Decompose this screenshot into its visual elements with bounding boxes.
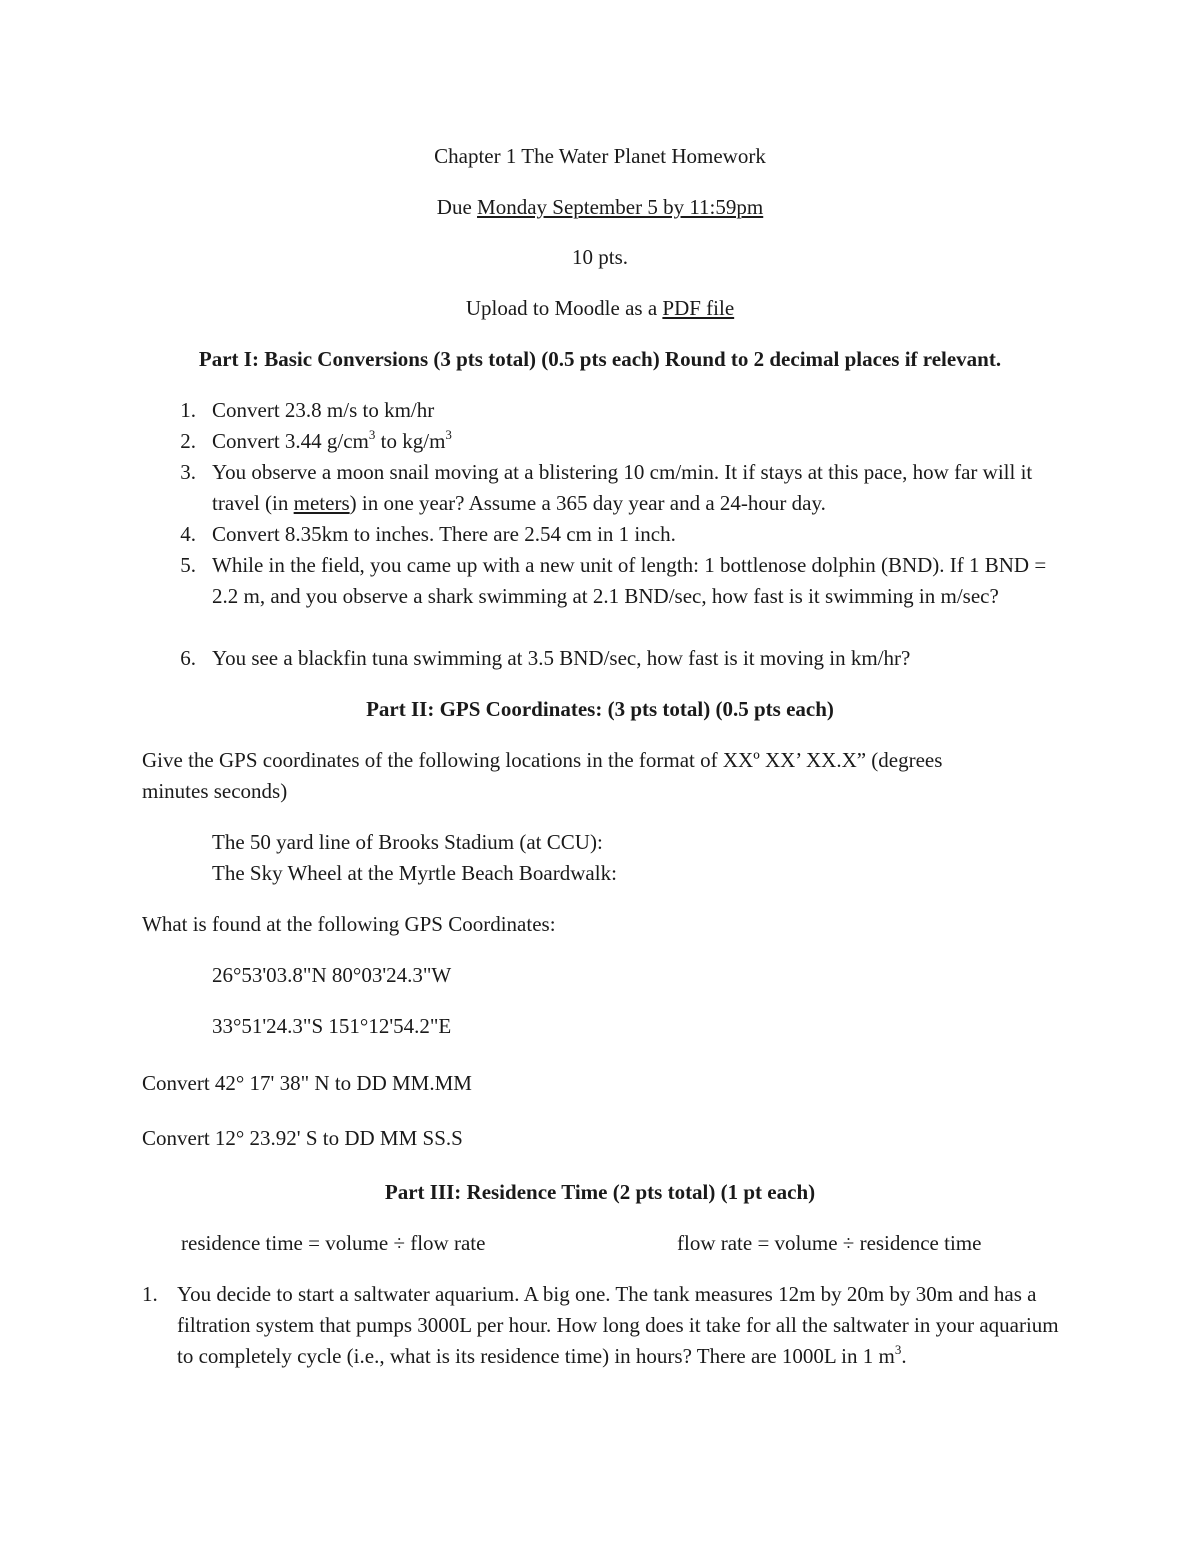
part3-heading: Part III: Residence Time (2 pts total) (1 pt each) bbox=[384, 1180, 816, 1204]
item-number: 4. bbox=[180, 522, 196, 546]
coordinates-question: What is found at the following GPS Coordinates: bbox=[142, 912, 556, 936]
superscript: 3 bbox=[445, 427, 452, 442]
item-text-part: You observe a moon snail moving at a blistering 10 cm/min. It if stays at this pace, how far will it travel (in bbox=[212, 460, 1033, 515]
location-2: The Sky Wheel at the Myrtle Beach Boardwalk: bbox=[212, 861, 617, 885]
item-number: 1. bbox=[142, 1282, 158, 1306]
coordinate-1: 26°53'03.8"N 80°03'24.3"W bbox=[212, 963, 452, 987]
item-number: 6. bbox=[180, 646, 196, 670]
formula-residence-time: residence time = volume ÷ flow rate bbox=[181, 1231, 486, 1255]
item-number: 2. bbox=[180, 429, 196, 453]
item-text: Convert 8.35km to inches. There are 2.54 cm in 1 inch. bbox=[212, 522, 676, 546]
due-line bbox=[0, 192, 1200, 223]
upload-prefix: Upload to Moodle as a bbox=[465, 296, 663, 320]
item-text-part: ) in one year? Assume a 365 day year and a 24-hour day. bbox=[349, 491, 826, 515]
formula-flow-rate: flow rate = volume ÷ residence time bbox=[677, 1231, 982, 1255]
item-text-part: You decide to start a saltwater aquarium. A big one. The tank measures 12m by 20m by 30m and has a filtration system that pumps 3000L per hour. How long does it take for all the saltwater in your aquarium to completely cycle (i.e., what is its residence time) in hours? There are 1000L in 1 m bbox=[177, 1282, 1059, 1368]
convert-question-2: Convert 12° 23.92' S to DD MM SS.S bbox=[142, 1126, 463, 1150]
due-date: Monday September 5 by 11:59pm bbox=[477, 195, 764, 219]
item-text-part: . bbox=[901, 1344, 907, 1368]
item-number: 5. bbox=[180, 553, 196, 577]
superscript: 3 bbox=[368, 427, 376, 442]
document-title: Chapter 1 The Water Planet Homework bbox=[434, 144, 766, 168]
part2-heading: Part II: GPS Coordinates: (3 pts total) (0.5 pts each) bbox=[366, 697, 834, 721]
gps-instruction-line2: minutes seconds) bbox=[142, 779, 288, 803]
item-text-part: to kg/m bbox=[375, 429, 446, 453]
points-line: 10 pts. bbox=[571, 245, 628, 269]
item-text: While in the field, you came up with a new unit of length: 1 bottlenose dolphin (BND). If 1 BND = 2.2 m, and you observe a shark swimming at 2.1 BND/sec, how fast is it swimming in m/sec? bbox=[212, 553, 1047, 608]
item-number: 3. bbox=[180, 460, 196, 484]
item-text bbox=[212, 457, 1072, 519]
item-text bbox=[212, 426, 1072, 457]
item-text bbox=[177, 1279, 1067, 1372]
item-text: You see a blackfin tuna swimming at 3.5 BND/sec, how fast is it moving in km/hr? bbox=[212, 646, 911, 670]
item-text-part: Convert 3.44 g/cm bbox=[212, 429, 369, 453]
superscript: 3 bbox=[894, 1342, 902, 1357]
upload-format: PDF file bbox=[662, 296, 735, 320]
underlined-word: meters bbox=[293, 491, 350, 515]
due-prefix: Due bbox=[436, 195, 478, 219]
location-1: The 50 yard line of Brooks Stadium (at CCU): bbox=[212, 830, 603, 854]
convert-question-1: Convert 42° 17' 38" N to DD MM.MM bbox=[142, 1071, 472, 1095]
gps-instruction-line1: Give the GPS coordinates of the following locations in the format of XXº XX’ XX.X” (degrees bbox=[142, 748, 943, 772]
coordinate-2: 33°51'24.3"S 151°12'54.2"E bbox=[212, 1014, 452, 1038]
part1-heading: Part I: Basic Conversions (3 pts total) (0.5 pts each) Round to 2 decimal places if relevant. bbox=[198, 347, 1002, 371]
upload-line bbox=[0, 293, 1200, 324]
item-text: Convert 23.8 m/s to km/hr bbox=[212, 398, 435, 422]
item-number: 1. bbox=[180, 398, 196, 422]
